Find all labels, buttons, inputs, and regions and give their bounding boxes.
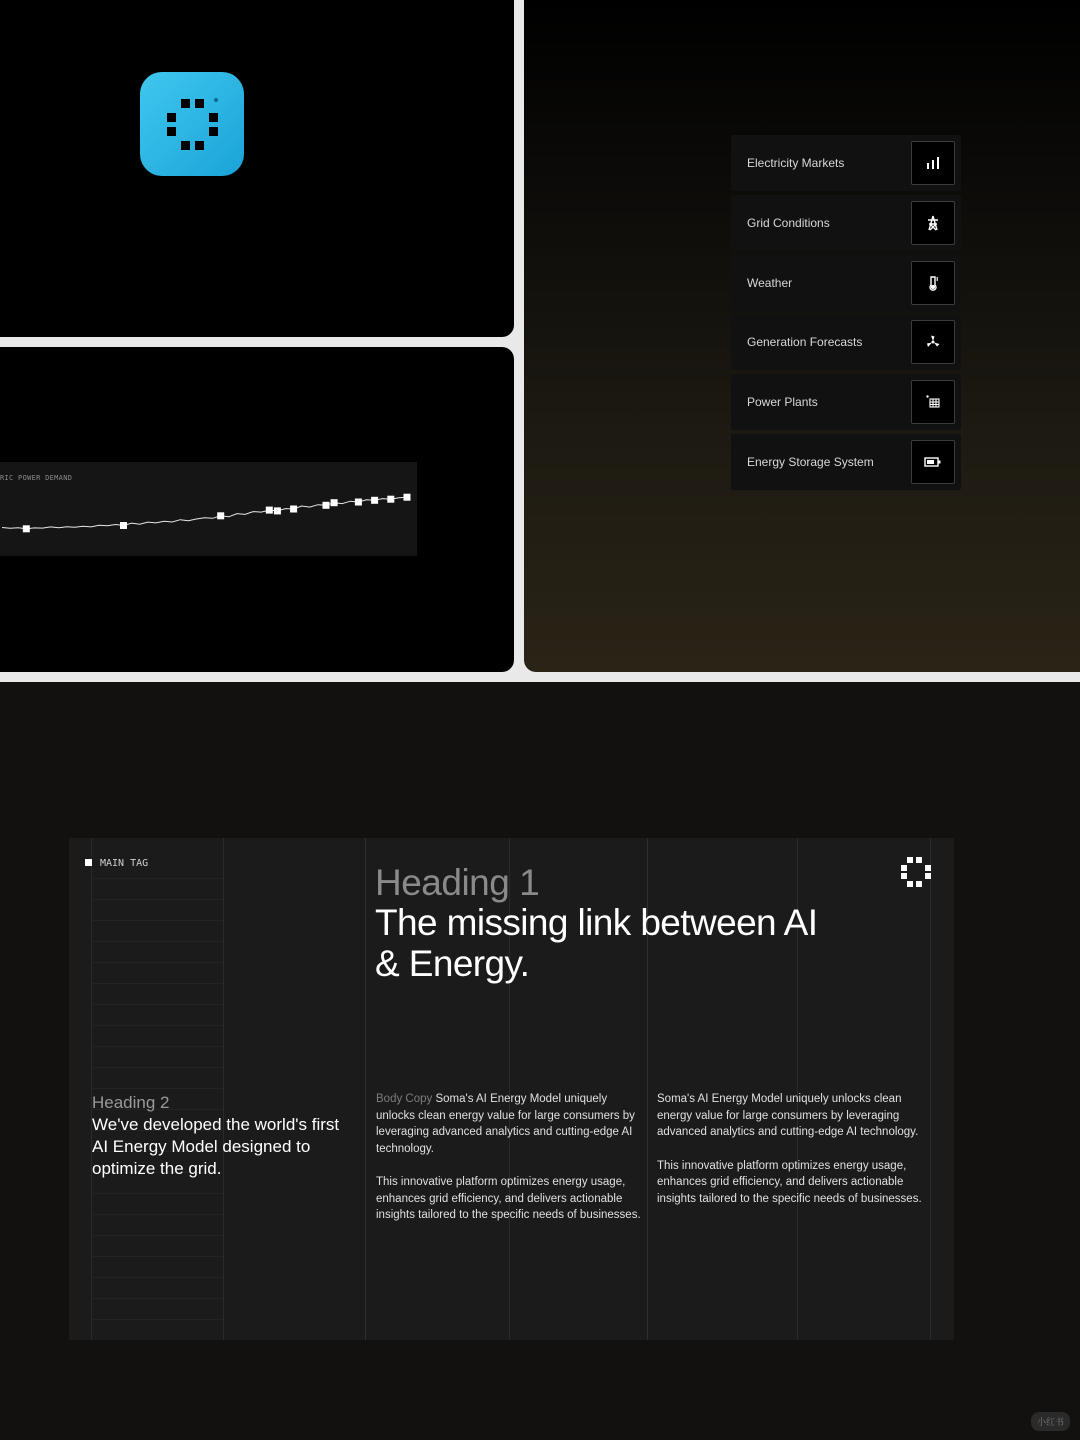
chart-plot xyxy=(0,462,417,556)
wind-turbine-icon xyxy=(911,320,955,364)
grid-line xyxy=(91,1004,223,1005)
power-demand-chart xyxy=(0,462,417,556)
grid-line xyxy=(91,899,223,900)
chart-title: RIC POWER DEMAND xyxy=(0,474,73,482)
data-point xyxy=(217,512,224,519)
grid-line xyxy=(91,962,223,963)
square-bullet-icon xyxy=(85,859,92,866)
body-column-1 xyxy=(376,1091,642,1241)
menu-item-label: Electricity Markets xyxy=(747,156,845,170)
typography-showcase-section xyxy=(0,682,1080,1440)
menu-item-label: Power Plants xyxy=(747,395,818,409)
app-logo-icon xyxy=(140,72,244,176)
grid-line xyxy=(91,1088,223,1089)
thermometer-icon xyxy=(911,261,955,305)
main-tag xyxy=(85,858,148,869)
menu-item-energy-storage-system[interactable] xyxy=(731,434,961,490)
heading2-label: Heading 2 xyxy=(92,1093,170,1112)
data-point xyxy=(371,497,378,504)
grid-line xyxy=(91,1025,223,1026)
menu-item-grid-conditions[interactable] xyxy=(731,195,961,251)
data-point xyxy=(387,496,394,503)
transmission-tower-icon xyxy=(911,201,955,245)
data-point xyxy=(331,499,338,506)
power-demand-panel xyxy=(0,347,514,672)
data-point xyxy=(404,494,411,501)
data-point xyxy=(274,507,281,514)
grid-line xyxy=(91,1046,223,1047)
grid-line xyxy=(91,920,223,921)
menu-item-label: Energy Storage System xyxy=(747,455,874,469)
grid-line xyxy=(91,1214,223,1215)
body-text: Soma's AI Energy Model uniquely unlocks clean energy value for large consumers by leveraging advanced analytics and cutting-edge AI technology. xyxy=(376,1093,635,1155)
data-point xyxy=(355,499,362,506)
grid-line xyxy=(91,941,223,942)
grid-line xyxy=(91,1067,223,1068)
heading1: The missing link between AI & Energy. xyxy=(375,902,818,984)
menu-item-label: Generation Forecasts xyxy=(747,335,863,349)
menu-item-label: Weather xyxy=(747,276,793,290)
body-paragraph: This innovative platform optimizes energy usage, enhances grid efficiency, and delivers actionable insights tailored to the specific needs of businesses. xyxy=(657,1159,922,1205)
heading1-label: Heading 1 xyxy=(375,862,540,903)
grid-line xyxy=(91,1256,223,1257)
grid-line xyxy=(91,1235,223,1236)
heading2: We've developed the world's first AI Energy Model designed to optimize the grid. xyxy=(92,1115,340,1178)
menu-item-electricity-markets[interactable] xyxy=(731,135,961,191)
body-copy-label: Body Copy xyxy=(376,1093,433,1105)
data-point xyxy=(120,522,127,529)
body-paragraph xyxy=(376,1091,642,1157)
app-icon-panel xyxy=(0,0,514,337)
data-sources-panel xyxy=(524,0,1080,672)
watermark-badge: 小红书 xyxy=(1031,1412,1070,1431)
data-point xyxy=(23,525,30,532)
grid-line xyxy=(91,1277,223,1278)
data-point xyxy=(323,502,330,509)
solar-panel-icon xyxy=(911,380,955,424)
data-point xyxy=(290,506,297,513)
body-paragraph: This innovative platform optimizes energy usage, enhances grid efficiency, and delivers actionable insights tailored to the specific needs of businesses. xyxy=(376,1176,641,1221)
menu-item-weather[interactable] xyxy=(731,255,961,311)
data-point xyxy=(266,507,273,514)
hero-content-card xyxy=(69,838,954,1340)
menu-item-label: Grid Conditions xyxy=(747,216,830,230)
menu-item-generation-forecasts[interactable] xyxy=(731,314,961,370)
series-line xyxy=(2,497,407,529)
menu-item-power-plants[interactable] xyxy=(731,374,961,430)
grid-line xyxy=(91,983,223,984)
bar-chart-icon xyxy=(911,141,955,185)
body-paragraph: Soma's AI Energy Model uniquely unlocks clean energy value for large consumers by leveraging advanced analytics and cutting-edge AI technology. xyxy=(657,1093,919,1138)
grid-line xyxy=(91,1319,223,1320)
main-tag-label: MAIN TAG xyxy=(100,858,149,869)
grid-line xyxy=(91,1298,223,1299)
body-column-2 xyxy=(657,1091,923,1224)
grid-line xyxy=(91,878,223,879)
grid-line xyxy=(91,1193,223,1194)
battery-icon xyxy=(911,440,955,484)
brand-logo-icon xyxy=(901,857,931,887)
